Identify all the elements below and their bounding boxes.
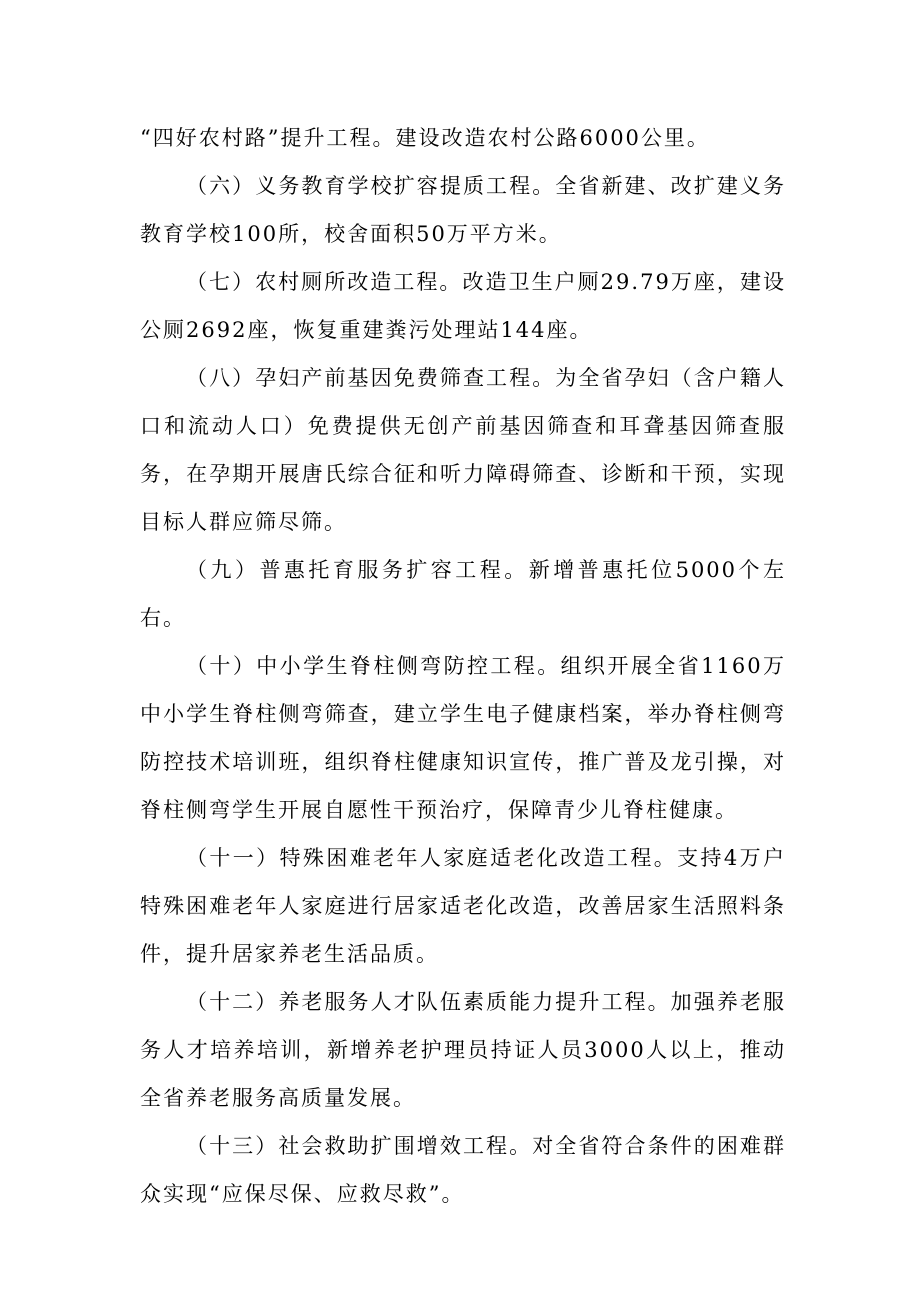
paragraph-7-toilets: （七）农村厕所改造工程。改造卫生户厕29.79万座，建设公厕2692座，恢复重建粪污处理站144座。: [140, 270, 786, 342]
paragraph-8-prenatal-screening: （八）孕妇产前基因免费筛查工程。为全省孕妇（含户籍人口和流动人口）免费提供无创产前基因筛查和耳聋基因筛查服务，在孕期开展唐氏综合征和听力障碍筛查、诊断和干预，实现目标人群应筛尽筛。: [140, 366, 786, 534]
paragraph-rural-roads: “四好农村路”提升工程。建设改造农村公路6000公里。: [140, 126, 710, 150]
paragraph-11-elderly-homes: （十一）特殊困难老年人家庭适老化改造工程。支持4万户特殊困难老年人家庭进行居家适老化改造，改善居家生活照料条件，提升居家养老生活品质。: [140, 846, 786, 966]
paragraph-6-education: （六）义务教育学校扩容提质工程。全省新建、改扩建义务教育学校100所，校舍面积50万平方米。: [140, 174, 786, 246]
paragraph-12-elderly-care-staff: （十二）养老服务人才队伍素质能力提升工程。加强养老服务人才培养培训，新增养老护理员持证人员3000人以上，推动全省养老服务高质量发展。: [140, 990, 786, 1110]
paragraph-13-social-assistance: （十三）社会救助扩围增效工程。对全省符合条件的困难群众实现“应保尽保、应救尽救”。: [140, 1134, 786, 1206]
paragraph-9-childcare: （九）普惠托育服务扩容工程。新增普惠托位5000个左右。: [140, 558, 786, 630]
document-body: [140, 114, 786, 1218]
paragraph-10-scoliosis: （十）中小学生脊柱侧弯防控工程。组织开展全省1160万中小学生脊柱侧弯筛查，建立学生电子健康档案，举办脊柱侧弯防控技术培训班，组织脊柱健康知识宣传，推广普及龙引操，对脊柱侧弯学生开展自愿性干预治疗，保障青少儿脊柱健康。: [140, 654, 786, 822]
